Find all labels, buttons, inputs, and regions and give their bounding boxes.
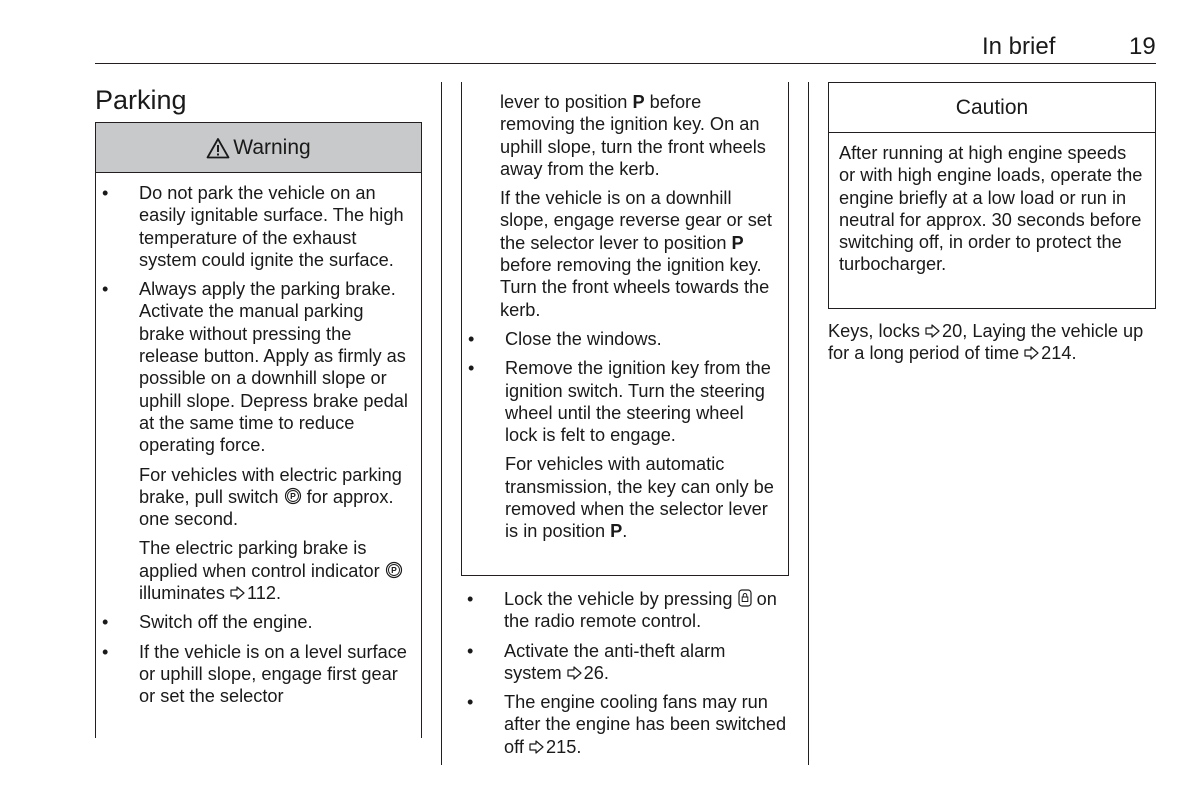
continued-list (462, 321, 788, 543)
list-item-text: Close the windows. (505, 328, 662, 349)
bullet-icon: • (468, 328, 475, 349)
crossref-text: Laying the vehicle up for a long period of time (828, 321, 1144, 364)
subparagraph-text: For vehicles with electric parking brake, pull switch (139, 464, 402, 507)
gear-position-label: P (610, 521, 623, 542)
page-reference[interactable]: 215. (545, 736, 582, 757)
list-item (467, 588, 787, 633)
crossref-text: Keys, locks (828, 321, 920, 341)
bullet-icon: • (102, 279, 109, 300)
svg-text:P: P (390, 564, 397, 575)
list-item-subparagraph (139, 537, 411, 604)
remote-lock-button-icon (738, 589, 752, 607)
caution-header (829, 83, 1155, 133)
list-item (467, 691, 787, 758)
parking-brake-icon (284, 487, 302, 505)
page-reference[interactable]: 214. (1041, 343, 1077, 364)
paragraph-text: before removing the ignition key. On an uphill slope, turn the front wheels away from the kerb. (500, 92, 766, 179)
list-item (102, 611, 411, 633)
page-reference[interactable]: 26. (583, 662, 609, 683)
page-reference-arrow-icon (925, 324, 940, 338)
page-reference[interactable]: 112. (246, 583, 282, 604)
parking-brake-icon (385, 561, 403, 579)
column-divider-1 (441, 82, 442, 765)
list-item-text: Activate the anti-theft alarm system (504, 640, 726, 683)
list-item (102, 641, 411, 708)
continued-paragraph (500, 187, 778, 321)
gear-position-label: P (632, 92, 645, 112)
bullet-icon: • (102, 641, 109, 662)
page-reference-arrow-icon (230, 586, 245, 600)
caution-text: After running at high engine speeds or with high engine loads, operate the engine briefly at a low load or run in neutral for approx. 30 seconds before switching off, in order to protect the turbocharger. (839, 143, 1143, 275)
list-item (467, 640, 787, 685)
bullet-icon: • (467, 589, 474, 609)
list-item-text: The engine cooling fans may run after the engine has been switched off (504, 692, 787, 757)
continued-paragraph (500, 91, 778, 180)
warning-title: Warning (233, 135, 311, 159)
cross-reference-paragraph (828, 320, 1158, 365)
paragraph-text: If the vehicle is on a downhill slope, engage reverse gear or set the selector lever to position (500, 188, 772, 253)
page-reference-arrow-icon (529, 740, 544, 754)
list-item (102, 278, 411, 604)
list-item-text: Lock the vehicle by pressing (504, 589, 733, 609)
warning-list (96, 173, 421, 708)
list-item-text: If the vehicle is on a level surface or uphill slope, engage first gear or set the selector (139, 641, 407, 707)
list-item (468, 328, 778, 350)
page-reference-arrow-icon (567, 666, 582, 680)
header-divider (95, 63, 1156, 64)
paragraph-text: before removing the ignition key. Turn the front wheels towards the kerb. (500, 255, 770, 320)
page-reference[interactable]: 20, (942, 321, 968, 341)
page-reference-arrow-icon (1024, 346, 1039, 360)
subparagraph-text: for approx. one second. (139, 486, 394, 530)
paragraph-text: lever to position (500, 92, 628, 112)
bullet-icon: • (468, 358, 475, 379)
column-divider-2 (808, 82, 809, 765)
subparagraph-text: The electric parking brake is applied when control indicator (139, 538, 380, 581)
list-item (468, 357, 778, 542)
bullet-icon: • (102, 612, 109, 633)
caution-box (828, 82, 1156, 309)
header-section-title: In brief (982, 33, 1056, 60)
gear-position-label: P (731, 232, 744, 253)
warning-box-continued (461, 82, 789, 576)
continued-paragraphs (462, 82, 788, 321)
list-item-subparagraph (139, 464, 411, 531)
list-item-subparagraph (505, 453, 778, 542)
warning-header (96, 123, 421, 173)
subparagraph-text: illuminates (139, 583, 225, 604)
list-item-text: Always apply the parking brake. Activate the manual parking brake without pressing the release button. Apply as firmly as possible on a downhill slope or uphill slope. Depress brake pedal at the same time to reduce operating force. (139, 279, 408, 456)
warning-triangle-icon (206, 137, 230, 159)
list-item-text: Switch off the engine. (139, 612, 313, 633)
bullet-icon: • (467, 640, 474, 661)
subparagraph-text: . (622, 521, 628, 542)
list-item-text: Remove the ignition key from the ignition switch. Turn the steering wheel until the steering wheel lock is felt to engage. (505, 358, 771, 446)
bullet-icon: • (467, 692, 474, 713)
list-item-text: on the radio remote control. (504, 589, 777, 632)
after-box-list (467, 588, 787, 765)
warning-box (95, 122, 422, 738)
subparagraph-text: For vehicles with automatic transmission, the key can only be removed when the selector lever is in position (505, 454, 774, 542)
list-item-text: Do not park the vehicle on an easily ignitable surface. The high temperature of the exhaust system could ignite the surface. (139, 183, 404, 270)
bullet-icon: • (102, 183, 109, 203)
caution-title: Caution (955, 95, 1029, 119)
list-item (102, 182, 411, 271)
page-number: 19 (1129, 33, 1156, 60)
svg-text:P: P (289, 491, 296, 502)
page-title: Parking (95, 85, 187, 115)
